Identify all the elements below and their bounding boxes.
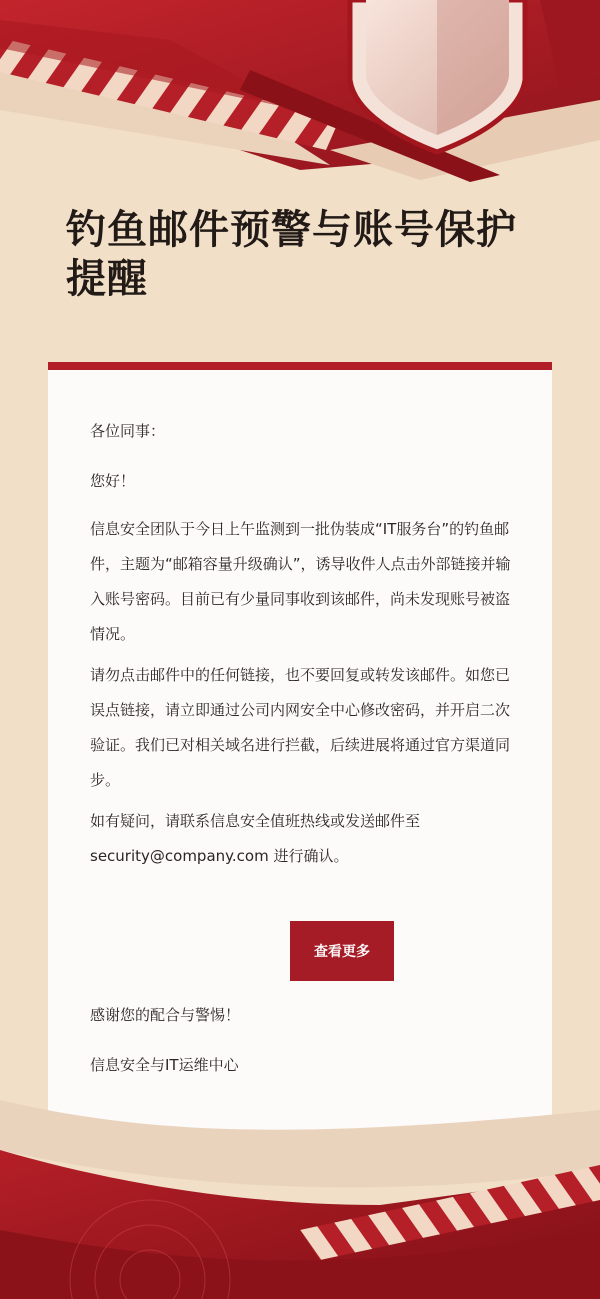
notice-paragraph: 信息安全团队于今日上午监测到一批伪装成“IT服务台”的钓鱼邮件，主题为“邮箱容量升级确认”，诱导收件人点击外部链接并输入账号密码。目前已有少量同事收到该邮件，尚未发现账号被盗情况。 <box>90 520 511 643</box>
view-more-button[interactable]: 查看更多 <box>290 921 394 981</box>
notice-card <box>48 362 552 1138</box>
contact-paragraph: 如有疑问，请联系信息安全值班热线或发送邮件至 security@company.com 进行确认。 <box>90 812 421 865</box>
footer-banner <box>0 1080 600 1299</box>
salutation: 各位同事： <box>90 422 166 440</box>
page-title: 钓鱼邮件预警与账号保护提醒 <box>66 207 517 302</box>
greeting: 您好！ <box>90 472 136 490</box>
advice-paragraph: 请勿点击邮件中的任何链接，也不要回复或转发该邮件。如您已误点链接，请立即通过公司内网安全中心修改密码，并开启二次验证。我们已对相关域名进行拦截，后续进展将通过官方渠道同步。 <box>90 666 511 789</box>
signature: 信息安全与IT运维中心 <box>90 1056 239 1074</box>
thanks-line: 感谢您的配合与警惕！ <box>90 1006 241 1024</box>
header-banner <box>0 0 600 190</box>
